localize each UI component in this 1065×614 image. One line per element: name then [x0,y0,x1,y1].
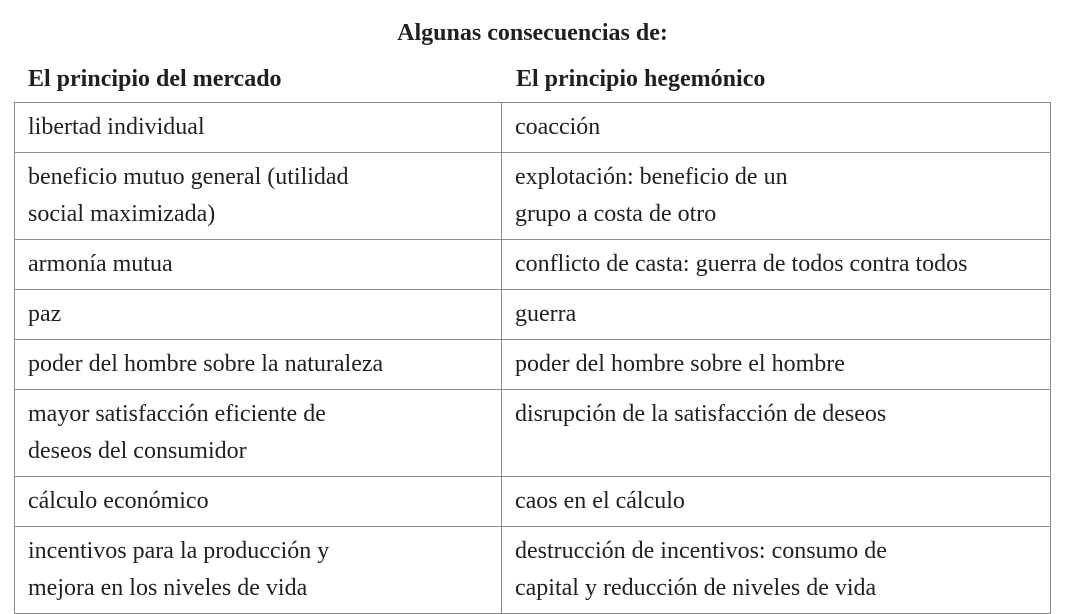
hegemonic-cell: disrupción de la satisfacción de deseos [502,390,1051,477]
hegemonic-cell: coacción [502,103,1051,153]
table-row [15,527,1051,614]
market-cell: mayor satisfacción eficiente de deseos del consumidor [15,390,502,477]
table-row [15,240,1051,290]
market-cell: beneficio mutuo general (utilidad social maximizada) [15,153,502,240]
table-row [15,340,1051,390]
market-cell: cálculo económico [15,477,502,527]
hegemonic-cell: guerra [502,290,1051,340]
market-cell: libertad individual [15,103,502,153]
table-row [15,103,1051,153]
hegemonic-cell: caos en el cálculo [502,477,1051,527]
column-header-market-principle: El principio del mercado [28,66,282,92]
hegemonic-cell: conflicto de casta: guerra de todos contra todos [502,240,1051,290]
consequences-table [14,102,1051,614]
market-cell: paz [15,290,502,340]
hegemonic-cell: explotación: beneficio de un grupo a costa de otro [502,153,1051,240]
table-row [15,290,1051,340]
hegemonic-cell: poder del hombre sobre el hombre [502,340,1051,390]
table-row [15,153,1051,240]
hegemonic-cell: destrucción de incentivos: consumo de capital y reducción de niveles de vida [502,527,1051,614]
table-row [15,477,1051,527]
market-cell: poder del hombre sobre la naturaleza [15,340,502,390]
column-header-hegemonic-principle: El principio hegemónico [516,66,766,92]
table-title: Algunas consecuencias de: [397,20,668,46]
market-cell: incentivos para la producción y mejora en los niveles de vida [15,527,502,614]
table-row [15,390,1051,477]
market-cell: armonía mutua [15,240,502,290]
